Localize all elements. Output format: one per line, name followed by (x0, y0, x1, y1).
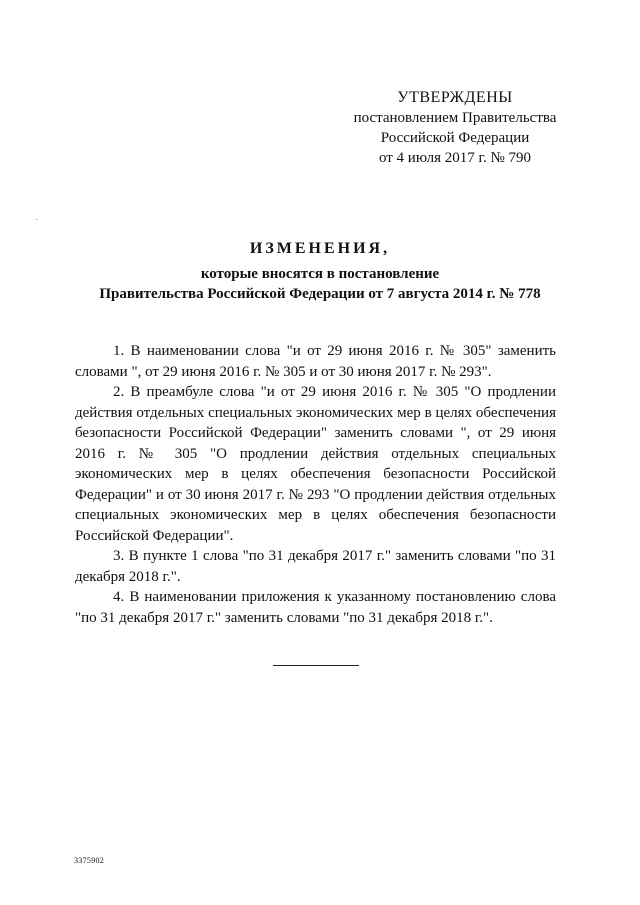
amendment-item-2: 2. В преамбуле слова "и от 29 июня 2016 г. № 305 "О продлении действия отдельных специальных экономических мер в целях обеспечения безопасности Российской Федерации" заменить словами ", от 29 июня 2016 г. № 305 "О продлении действия отдельных специальных экономических мер в целях обеспечения безопасности Российской Федерации" и от 30 июня 2017 г. № 293 "О продлении действия отдельных специальных экономических мер в целях обеспечения безопасности Российской Федерации". (75, 384, 556, 544)
document-number: 3375902 (74, 856, 105, 865)
amendment-item-4: 4. В наименовании приложения к указанному постановлению слова "по 31 декабря 2017 г." заменить словами "по 31 декабря 2018 г.". (75, 589, 556, 626)
end-divider (273, 665, 359, 666)
document-subtitle-line-2: Правительства Российской Федерации от 7 августа 2014 г. № 778 (99, 286, 541, 302)
document-title: ИЗМЕНЕНИЯ, (249, 240, 391, 257)
amendment-item-1: 1. В наименовании слова "и от 29 июня 2016 г. № 305" заменить словами ", от 29 июня 2016 г. № 305 и от 30 июня 2017 г. № 293". (75, 343, 556, 380)
approval-stamp (340, 88, 570, 168)
document-body (75, 341, 556, 628)
document-subtitle-line-1: которые вносятся в постановление (200, 266, 440, 282)
approval-approved-label: УТВЕРЖДЕНЫ (397, 89, 513, 106)
amendment-item-3: 3. В пункте 1 слова "по 31 декабря 2017 г." заменить словами "по 31 декабря 2018 г.". (75, 548, 556, 585)
approval-line-2: Российской Федерации (380, 130, 530, 146)
approval-line-1: постановлением Правительства (353, 110, 557, 126)
scan-speck (36, 219, 37, 220)
approval-line-3: от 4 июля 2017 г. № 790 (378, 150, 532, 166)
document-subtitle (60, 264, 580, 304)
